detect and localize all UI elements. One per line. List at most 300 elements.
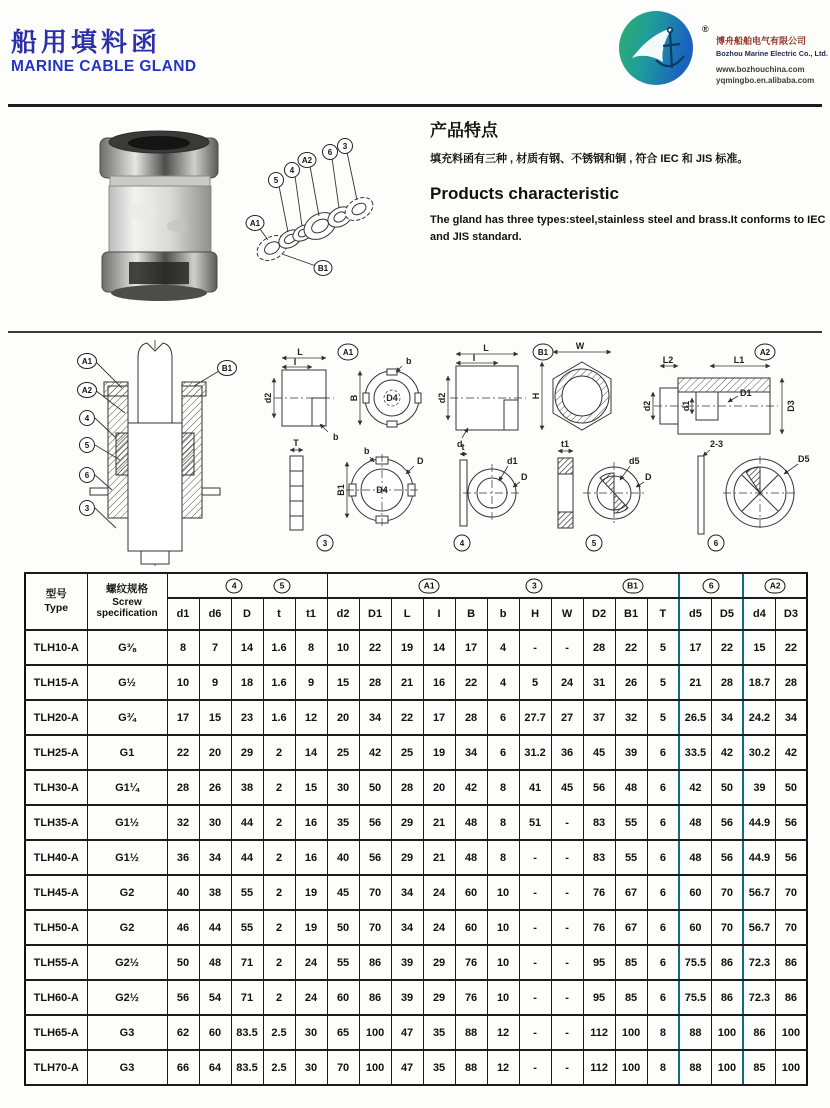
value-cell: 1.6 bbox=[263, 665, 295, 700]
value-cell: 31 bbox=[583, 665, 615, 700]
type-cell: TLH55-A bbox=[25, 945, 87, 980]
value-cell: 83 bbox=[583, 840, 615, 875]
table-row bbox=[25, 980, 807, 1015]
header bbox=[0, 0, 830, 104]
value-cell: 85 bbox=[615, 980, 647, 1015]
value-cell: 23 bbox=[231, 700, 263, 735]
value-cell: 16 bbox=[423, 665, 455, 700]
table-row bbox=[25, 665, 807, 700]
value-cell: - bbox=[551, 840, 583, 875]
detail-a1-tag: A1 bbox=[342, 348, 354, 357]
value-cell: 71 bbox=[231, 980, 263, 1015]
value-cell: - bbox=[519, 910, 551, 945]
column-header-D2: D2 bbox=[583, 598, 615, 630]
dim-p3-D: D bbox=[417, 456, 424, 466]
dim-p5-d5: d5 bbox=[629, 456, 640, 466]
dim-p5-t1: t1 bbox=[560, 439, 570, 449]
features-section bbox=[430, 116, 826, 246]
value-cell: 8 bbox=[487, 770, 519, 805]
value-cell: 100 bbox=[711, 1050, 743, 1085]
col-header-type-en: Type bbox=[44, 601, 69, 614]
value-cell: 29 bbox=[391, 840, 423, 875]
features-body-zh: 填充料函有三种 , 材质有钢、不锈钢和铜 , 符合 IEC 和 JIS 标准。 bbox=[430, 153, 749, 165]
value-cell: 42 bbox=[359, 735, 391, 770]
value-cell: - bbox=[551, 1015, 583, 1050]
value-cell: 36 bbox=[167, 840, 199, 875]
value-cell: 38 bbox=[231, 770, 263, 805]
value-cell: 6 bbox=[647, 945, 679, 980]
value-cell: 48 bbox=[679, 840, 711, 875]
column-header-L: L bbox=[391, 598, 423, 630]
value-cell: 24 bbox=[423, 910, 455, 945]
value-cell: 6 bbox=[647, 840, 679, 875]
type-cell: TLH50-A bbox=[25, 910, 87, 945]
value-cell: 20 bbox=[423, 770, 455, 805]
dim-a2-D3: D3 bbox=[786, 400, 796, 412]
column-header-D5: D5 bbox=[711, 598, 743, 630]
value-cell: 2 bbox=[263, 770, 295, 805]
value-cell: 41 bbox=[519, 770, 551, 805]
value-cell: 14 bbox=[295, 735, 327, 770]
value-cell: 56 bbox=[583, 770, 615, 805]
value-cell: - bbox=[519, 945, 551, 980]
value-cell: 35 bbox=[423, 1015, 455, 1050]
value-cell: 55 bbox=[615, 840, 647, 875]
value-cell: 6 bbox=[647, 770, 679, 805]
value-cell: 40 bbox=[327, 840, 359, 875]
table-row bbox=[25, 840, 807, 875]
type-cell: TLH45-A bbox=[25, 875, 87, 910]
value-cell: 50 bbox=[711, 770, 743, 805]
value-cell: 100 bbox=[615, 1050, 647, 1085]
value-cell: - bbox=[551, 1050, 583, 1085]
company-alibaba: yqmingbo.en.alibaba.com bbox=[716, 75, 815, 85]
company-website: www.bozhouchina.com bbox=[716, 65, 805, 74]
value-cell: 30 bbox=[199, 805, 231, 840]
value-cell: 100 bbox=[711, 1015, 743, 1050]
section-callout-5: 5 bbox=[84, 441, 90, 450]
screw-spec-cell: G⅜ bbox=[87, 630, 167, 665]
screw-spec-cell: G3 bbox=[87, 1050, 167, 1085]
value-cell: 100 bbox=[359, 1015, 391, 1050]
value-cell: - bbox=[519, 980, 551, 1015]
value-cell: 31.2 bbox=[519, 735, 551, 770]
value-cell: 1.6 bbox=[263, 700, 295, 735]
value-cell: - bbox=[519, 630, 551, 665]
value-cell: 24 bbox=[423, 875, 455, 910]
company-logo-icon bbox=[616, 8, 696, 88]
value-cell: 29 bbox=[391, 805, 423, 840]
value-cell: 25 bbox=[391, 735, 423, 770]
value-cell: 86 bbox=[711, 945, 743, 980]
value-cell: 30.2 bbox=[743, 735, 775, 770]
value-cell: 60 bbox=[199, 1015, 231, 1050]
screw-spec-cell: G¾ bbox=[87, 700, 167, 735]
value-cell: 48 bbox=[199, 945, 231, 980]
exploded-callout-a1: A1 bbox=[249, 219, 261, 228]
col-header-screw-zh: 螺纹规格 bbox=[106, 583, 148, 596]
dim-b1-W: W bbox=[575, 341, 585, 351]
screw-spec-cell: G2½ bbox=[87, 980, 167, 1015]
value-cell: 19 bbox=[295, 910, 327, 945]
value-cell: 48 bbox=[615, 770, 647, 805]
column-header-B1: B1 bbox=[615, 598, 647, 630]
column-header-d4: d4 bbox=[743, 598, 775, 630]
group-header-a1-3-b1 bbox=[327, 573, 679, 598]
value-cell: 16 bbox=[295, 805, 327, 840]
value-cell: 100 bbox=[359, 1050, 391, 1085]
value-cell: 70 bbox=[775, 910, 807, 945]
value-cell: 100 bbox=[775, 1015, 807, 1050]
value-cell: 21 bbox=[423, 840, 455, 875]
value-cell: 15 bbox=[295, 770, 327, 805]
company-logo-block bbox=[616, 6, 830, 98]
value-cell: 76 bbox=[583, 910, 615, 945]
value-cell: 22 bbox=[167, 735, 199, 770]
value-cell: 86 bbox=[775, 945, 807, 980]
table-row bbox=[25, 945, 807, 980]
value-cell: 100 bbox=[775, 1050, 807, 1085]
value-cell: 29 bbox=[423, 945, 455, 980]
value-cell: 50 bbox=[327, 910, 359, 945]
screw-spec-cell: G½ bbox=[87, 665, 167, 700]
value-cell: 42 bbox=[679, 770, 711, 805]
screw-spec-cell: G1¼ bbox=[87, 770, 167, 805]
group-header-a2 bbox=[743, 573, 807, 598]
column-header-t1: t1 bbox=[295, 598, 327, 630]
value-cell: 50 bbox=[167, 945, 199, 980]
value-cell: 4 bbox=[487, 665, 519, 700]
value-cell: 8 bbox=[487, 805, 519, 840]
section-callout-4: 4 bbox=[84, 414, 90, 423]
part-3-tag: 3 bbox=[322, 539, 328, 548]
col-header-type-zh: 型号 bbox=[45, 588, 67, 601]
dim-b1-d2: d2 bbox=[437, 392, 447, 404]
value-cell: 25 bbox=[327, 735, 359, 770]
type-cell: TLH60-A bbox=[25, 980, 87, 1015]
dim-a2-L1: L1 bbox=[733, 355, 745, 365]
value-cell: 37 bbox=[583, 700, 615, 735]
value-cell: - bbox=[551, 875, 583, 910]
value-cell: 88 bbox=[679, 1015, 711, 1050]
section-callout-b1: B1 bbox=[221, 364, 233, 373]
value-cell: 56 bbox=[711, 805, 743, 840]
value-cell: 5 bbox=[647, 665, 679, 700]
value-cell: 30 bbox=[295, 1050, 327, 1085]
value-cell: 30 bbox=[327, 770, 359, 805]
value-cell: 10 bbox=[167, 665, 199, 700]
col-header-screw-en: Screw specification bbox=[96, 596, 158, 620]
product-photo bbox=[82, 126, 237, 311]
value-cell: 60 bbox=[327, 980, 359, 1015]
value-cell: 83.5 bbox=[231, 1050, 263, 1085]
value-cell: 26 bbox=[615, 665, 647, 700]
value-cell: 10 bbox=[487, 875, 519, 910]
group-header-4-5 bbox=[167, 573, 327, 598]
value-cell: 22 bbox=[391, 700, 423, 735]
value-cell: 62 bbox=[167, 1015, 199, 1050]
detail-b1-tag: B1 bbox=[537, 348, 549, 357]
value-cell: 44 bbox=[231, 840, 263, 875]
value-cell: 24.2 bbox=[743, 700, 775, 735]
value-cell: 28 bbox=[391, 770, 423, 805]
table-row bbox=[25, 735, 807, 770]
dim-p3-b: b bbox=[364, 446, 370, 456]
value-cell: 85 bbox=[743, 1050, 775, 1085]
value-cell: 26 bbox=[199, 770, 231, 805]
value-cell: 42 bbox=[711, 735, 743, 770]
value-cell: - bbox=[519, 1015, 551, 1050]
column-header-W: W bbox=[551, 598, 583, 630]
group-tag-a2: A2 bbox=[765, 578, 786, 593]
value-cell: 20 bbox=[199, 735, 231, 770]
type-cell: TLH30-A bbox=[25, 770, 87, 805]
type-cell: TLH10-A bbox=[25, 630, 87, 665]
value-cell: 34 bbox=[391, 875, 423, 910]
value-cell: 10 bbox=[487, 945, 519, 980]
value-cell: 95 bbox=[583, 945, 615, 980]
value-cell: 32 bbox=[167, 805, 199, 840]
value-cell: 64 bbox=[199, 1050, 231, 1085]
group-tag-a1: A1 bbox=[419, 578, 440, 593]
value-cell: 83 bbox=[583, 805, 615, 840]
page-title-zh: 船用填料函 bbox=[11, 27, 162, 57]
value-cell: 48 bbox=[455, 805, 487, 840]
value-cell: 6 bbox=[487, 735, 519, 770]
group-tag-b1: B1 bbox=[622, 578, 643, 593]
value-cell: 55 bbox=[615, 805, 647, 840]
value-cell: 19 bbox=[295, 875, 327, 910]
dim-b1-d: d bbox=[457, 439, 463, 449]
value-cell: 70 bbox=[359, 875, 391, 910]
value-cell: 28 bbox=[583, 630, 615, 665]
value-cell: - bbox=[519, 1050, 551, 1085]
screw-spec-cell: G2 bbox=[87, 910, 167, 945]
value-cell: 1.6 bbox=[263, 630, 295, 665]
column-header-d5: d5 bbox=[679, 598, 711, 630]
value-cell: 75.5 bbox=[679, 980, 711, 1015]
part-6-drawing bbox=[698, 450, 798, 551]
value-cell: 86 bbox=[359, 980, 391, 1015]
section-callout-6: 6 bbox=[84, 471, 90, 480]
value-cell: 76 bbox=[455, 980, 487, 1015]
value-cell: 70 bbox=[359, 910, 391, 945]
value-cell: 17 bbox=[167, 700, 199, 735]
section-callout-a1: A1 bbox=[81, 357, 93, 366]
value-cell: 45 bbox=[551, 770, 583, 805]
features-heading-en: Products characteristic bbox=[430, 183, 619, 203]
type-cell: TLH65-A bbox=[25, 1015, 87, 1050]
value-cell: 47 bbox=[391, 1050, 423, 1085]
exploded-callout-a2: A2 bbox=[301, 156, 313, 165]
value-cell: 22 bbox=[455, 665, 487, 700]
col-header-type bbox=[25, 573, 87, 630]
group-tag-6: 6 bbox=[703, 578, 720, 593]
value-cell: 112 bbox=[583, 1050, 615, 1085]
table-row bbox=[25, 1050, 807, 1085]
value-cell: 6 bbox=[647, 910, 679, 945]
value-cell: 76 bbox=[455, 945, 487, 980]
value-cell: 2 bbox=[263, 980, 295, 1015]
value-cell: 38 bbox=[199, 875, 231, 910]
value-cell: 50 bbox=[775, 770, 807, 805]
dim-a2-L2: L2 bbox=[662, 355, 674, 365]
type-cell: TLH40-A bbox=[25, 840, 87, 875]
exploded-callout-b1: B1 bbox=[317, 264, 329, 273]
value-cell: 28 bbox=[455, 700, 487, 735]
value-cell: 55 bbox=[327, 945, 359, 980]
exploded-callout-3: 3 bbox=[342, 142, 348, 151]
dim-p3-B1: B1 bbox=[336, 484, 346, 496]
dim-b1-H: H bbox=[531, 392, 541, 400]
value-cell: 51 bbox=[519, 805, 551, 840]
value-cell: - bbox=[551, 980, 583, 1015]
value-cell: 24 bbox=[295, 980, 327, 1015]
value-cell: 36 bbox=[551, 735, 583, 770]
value-cell: 2 bbox=[263, 875, 295, 910]
value-cell: 21 bbox=[679, 665, 711, 700]
value-cell: 35 bbox=[423, 1050, 455, 1085]
value-cell: 67 bbox=[615, 910, 647, 945]
value-cell: 44 bbox=[231, 805, 263, 840]
value-cell: 24 bbox=[295, 945, 327, 980]
value-cell: 70 bbox=[711, 875, 743, 910]
value-cell: 39 bbox=[391, 980, 423, 1015]
value-cell: 9 bbox=[199, 665, 231, 700]
exploded-callout-4: 4 bbox=[289, 166, 295, 175]
value-cell: 16 bbox=[295, 840, 327, 875]
dim-p4-d1: d1 bbox=[507, 456, 518, 466]
value-cell: 100 bbox=[615, 1015, 647, 1050]
group-tag-3: 3 bbox=[526, 578, 543, 593]
value-cell: 88 bbox=[455, 1015, 487, 1050]
table-row bbox=[25, 875, 807, 910]
value-cell: 26.5 bbox=[679, 700, 711, 735]
dim-a1-b-side: b bbox=[333, 432, 339, 442]
value-cell: 29 bbox=[231, 735, 263, 770]
group-tag-5: 5 bbox=[274, 578, 291, 593]
value-cell: 34 bbox=[775, 700, 807, 735]
company-name-en: Bozhou Marine Electric Co., Ltd. bbox=[716, 49, 828, 58]
value-cell: 15 bbox=[743, 630, 775, 665]
type-cell: TLH15-A bbox=[25, 665, 87, 700]
value-cell: - bbox=[551, 910, 583, 945]
value-cell: 86 bbox=[711, 980, 743, 1015]
dim-p4-t: t bbox=[461, 442, 465, 452]
value-cell: 17 bbox=[423, 700, 455, 735]
value-cell: 56 bbox=[775, 840, 807, 875]
value-cell: 12 bbox=[487, 1015, 519, 1050]
value-cell: 46 bbox=[167, 910, 199, 945]
value-cell: 5 bbox=[647, 630, 679, 665]
value-cell: 18 bbox=[231, 665, 263, 700]
value-cell: 45 bbox=[327, 875, 359, 910]
value-cell: 28 bbox=[711, 665, 743, 700]
screw-spec-cell: G3 bbox=[87, 1015, 167, 1050]
value-cell: 34 bbox=[455, 735, 487, 770]
value-cell: - bbox=[519, 875, 551, 910]
column-header-I: I bbox=[423, 598, 455, 630]
value-cell: 42 bbox=[775, 735, 807, 770]
column-header-t: t bbox=[263, 598, 295, 630]
column-header-d6: d6 bbox=[199, 598, 231, 630]
value-cell: 34 bbox=[711, 700, 743, 735]
value-cell: 2 bbox=[263, 840, 295, 875]
table-row bbox=[25, 805, 807, 840]
column-header-d2: d2 bbox=[327, 598, 359, 630]
value-cell: 6 bbox=[647, 805, 679, 840]
dim-p6-thickness: 2-3 bbox=[710, 439, 724, 449]
value-cell: 21 bbox=[391, 665, 423, 700]
value-cell: 76 bbox=[583, 875, 615, 910]
value-cell: 17 bbox=[679, 630, 711, 665]
table-row bbox=[25, 700, 807, 735]
value-cell: 22 bbox=[359, 630, 391, 665]
type-cell: TLH70-A bbox=[25, 1050, 87, 1085]
value-cell: 55 bbox=[231, 875, 263, 910]
table-row bbox=[25, 630, 807, 665]
value-cell: 112 bbox=[583, 1015, 615, 1050]
screw-spec-cell: G1½ bbox=[87, 840, 167, 875]
cross-section-drawing bbox=[78, 340, 237, 566]
dim-a1-b-front: b bbox=[406, 356, 412, 366]
section-rule bbox=[8, 331, 822, 333]
table-row bbox=[25, 770, 807, 805]
column-header-b: b bbox=[487, 598, 519, 630]
dim-a2-D1: D1 bbox=[740, 388, 752, 398]
value-cell: 28 bbox=[359, 665, 391, 700]
value-cell: 4 bbox=[487, 630, 519, 665]
value-cell: 28 bbox=[167, 770, 199, 805]
value-cell: 2.5 bbox=[263, 1015, 295, 1050]
column-header-D3: D3 bbox=[775, 598, 807, 630]
value-cell: 22 bbox=[615, 630, 647, 665]
value-cell: 20 bbox=[327, 700, 359, 735]
value-cell: 7 bbox=[199, 630, 231, 665]
dim-a1-d2: d2 bbox=[263, 392, 273, 404]
value-cell: 45 bbox=[583, 735, 615, 770]
value-cell: 56.7 bbox=[743, 875, 775, 910]
table-group-row bbox=[25, 573, 807, 598]
value-cell: - bbox=[551, 630, 583, 665]
type-cell: TLH35-A bbox=[25, 805, 87, 840]
spec-table-section bbox=[24, 572, 808, 1086]
value-cell: 95 bbox=[583, 980, 615, 1015]
technical-drawings bbox=[10, 338, 820, 575]
value-cell: 8 bbox=[647, 1050, 679, 1085]
value-cell: 72.3 bbox=[743, 945, 775, 980]
value-cell: 60 bbox=[455, 910, 487, 945]
value-cell: 9 bbox=[295, 665, 327, 700]
type-cell: TLH20-A bbox=[25, 700, 87, 735]
value-cell: 86 bbox=[359, 945, 391, 980]
dim-a2-d1: d1 bbox=[681, 400, 691, 412]
exploded-callout-6: 6 bbox=[327, 148, 333, 157]
part-5-tag: 5 bbox=[591, 539, 597, 548]
value-cell: 27.7 bbox=[519, 700, 551, 735]
part-4-tag: 4 bbox=[459, 539, 465, 548]
value-cell: 39 bbox=[391, 945, 423, 980]
value-cell: 56 bbox=[775, 805, 807, 840]
value-cell: 12 bbox=[295, 700, 327, 735]
value-cell: 70 bbox=[327, 1050, 359, 1085]
value-cell: 19 bbox=[423, 735, 455, 770]
value-cell: 8 bbox=[647, 1015, 679, 1050]
value-cell: 10 bbox=[487, 910, 519, 945]
value-cell: 70 bbox=[711, 910, 743, 945]
value-cell: 5 bbox=[519, 665, 551, 700]
value-cell: 6 bbox=[647, 735, 679, 770]
